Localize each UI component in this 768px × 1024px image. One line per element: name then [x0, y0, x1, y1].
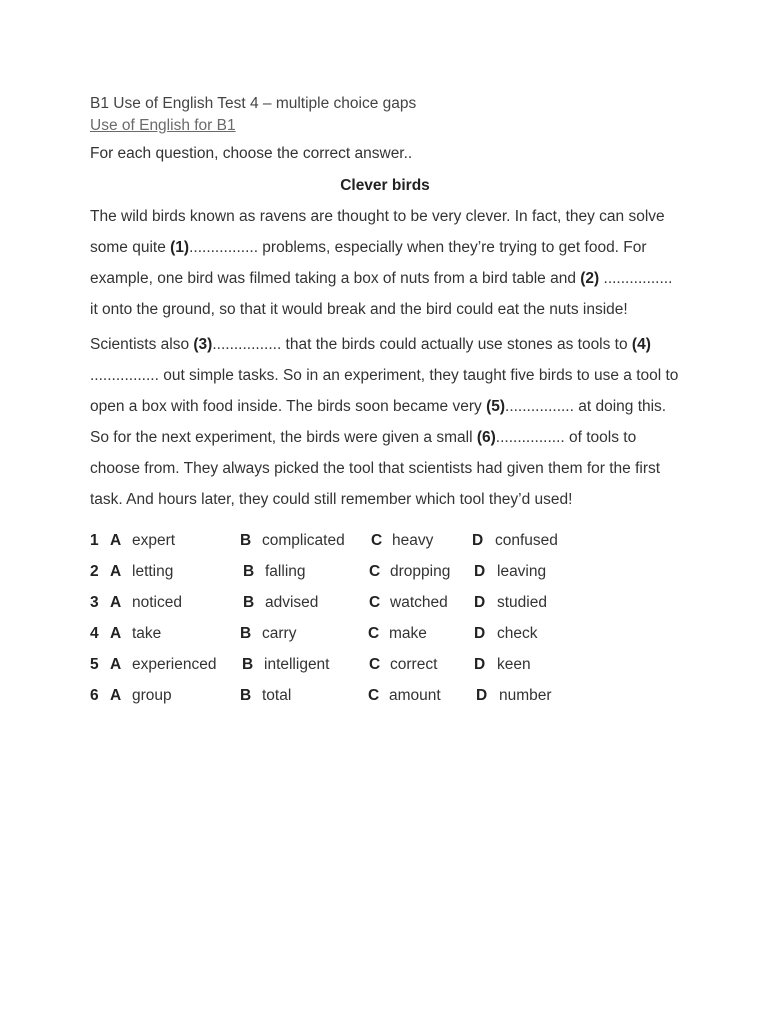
document-title: B1 Use of English Test 4 – multiple choice gaps	[90, 95, 417, 112]
option-letter-c: C	[368, 625, 380, 642]
option-b: advised	[265, 594, 319, 611]
option-letter-d: D	[474, 625, 486, 642]
option-letter-a: A	[110, 625, 122, 642]
gap-marker-5: (5)	[486, 398, 506, 415]
question-number: 6	[90, 687, 99, 704]
option-row-3	[90, 587, 680, 618]
option-letter-b: B	[240, 687, 252, 704]
option-c: amount	[389, 687, 441, 704]
passage-text: ................ it onto the ground, so that it would break and the bird could eat the nuts inside!	[90, 270, 673, 318]
option-letter-d: D	[472, 532, 484, 549]
gap-marker-6: (6)	[476, 429, 496, 446]
option-letter-c: C	[369, 594, 381, 611]
option-letter-a: A	[110, 594, 122, 611]
instruction-text: For each question, choose the correct answer..	[90, 145, 413, 162]
option-b: carry	[262, 625, 297, 642]
option-row-2	[90, 556, 680, 587]
option-d: keen	[497, 656, 531, 673]
question-number: 5	[90, 656, 99, 673]
passage-text: The wild birds known as ravens are thought to be very clever. In fact, they can solve some quite	[90, 208, 665, 256]
passage-text: ................ at doing this. So for the next experiment, the birds were given a small	[90, 398, 667, 446]
gap-marker-1: (1)	[170, 239, 190, 256]
option-row-1	[90, 525, 680, 556]
option-letter-d: D	[474, 563, 486, 580]
option-c: dropping	[390, 563, 451, 580]
question-number: 2	[90, 563, 99, 580]
option-letter-b: B	[240, 625, 252, 642]
option-letter-a: A	[110, 532, 122, 549]
option-letter-c: C	[368, 687, 380, 704]
option-letter-b: B	[243, 594, 255, 611]
gap-marker-4: (4)	[631, 336, 651, 353]
question-number: 1	[90, 532, 99, 549]
option-c: correct	[390, 656, 438, 673]
option-letter-a: A	[110, 563, 122, 580]
passage-text: ................ that the birds could actually use stones as tools to	[212, 336, 632, 353]
option-letter-c: C	[369, 563, 381, 580]
passage-text: ................ out simple tasks. So in an experiment, they taught five birds to use a tool to open a box with food inside. The birds soon became very	[90, 367, 679, 415]
option-d: number	[499, 687, 552, 704]
option-d: studied	[497, 594, 547, 611]
option-letter-b: B	[240, 532, 252, 549]
option-letter-a: A	[110, 656, 122, 673]
option-a: expert	[132, 532, 176, 549]
option-letter-d: D	[476, 687, 488, 704]
option-letter-d: D	[474, 594, 486, 611]
option-letter-a: A	[110, 687, 122, 704]
question-number: 4	[90, 625, 99, 642]
passage-text: ................ problems, especially when they’re trying to get food. For example, one bird was filmed taking a box of nuts from a bird table and	[90, 239, 647, 287]
option-row-4	[90, 618, 680, 649]
option-letter-c: C	[371, 532, 383, 549]
option-d: confused	[495, 532, 558, 549]
option-c: watched	[390, 594, 448, 611]
document-content	[90, 93, 680, 711]
option-b: intelligent	[264, 656, 330, 673]
option-a: letting	[132, 563, 174, 580]
option-a: noticed	[132, 594, 182, 611]
gap-marker-2: (2)	[580, 270, 600, 287]
option-a: experienced	[132, 656, 217, 673]
option-row-5	[90, 649, 680, 680]
option-b: complicated	[262, 532, 345, 549]
passage-text: ................ of tools to choose from. They always picked the tool that scientists had given them for the first task. And hours later, they could still remember which tool they’d used!	[90, 429, 661, 508]
option-b: total	[262, 687, 292, 704]
option-letter-b: B	[242, 656, 254, 673]
option-a: group	[132, 687, 172, 704]
option-row-6	[90, 680, 680, 711]
option-c: heavy	[392, 532, 434, 549]
option-d: leaving	[497, 563, 547, 580]
option-letter-b: B	[243, 563, 255, 580]
passage-paragraph-1	[90, 201, 680, 325]
option-c: make	[389, 625, 427, 642]
use-of-english-link[interactable]: Use of English for B1	[90, 117, 236, 134]
option-d: check	[497, 625, 538, 642]
gap-marker-3: (3)	[193, 336, 213, 353]
passage-paragraph-2	[90, 329, 680, 515]
option-a: take	[132, 625, 162, 642]
passage-text: Scientists also	[90, 336, 194, 353]
option-letter-c: C	[369, 656, 381, 673]
question-number: 3	[90, 594, 99, 611]
option-letter-d: D	[474, 656, 486, 673]
passage-heading: Clever birds	[340, 177, 430, 194]
answer-options	[90, 525, 680, 711]
option-b: falling	[265, 563, 306, 580]
